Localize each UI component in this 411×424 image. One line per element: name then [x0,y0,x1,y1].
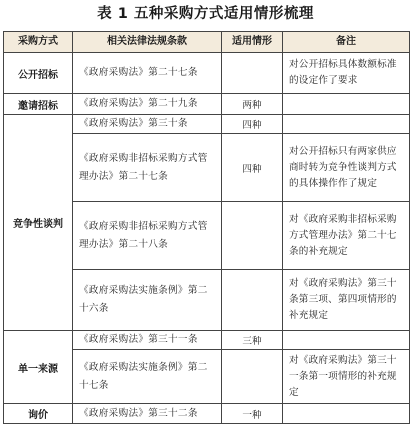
header-method: 采购方式 [4,32,73,53]
law-cell: 《政府采购法》第二十九条 [73,94,222,115]
note-cell: 对《政府采购法》第三十一条第一项情形的补充规定 [283,350,410,404]
table-row [4,404,410,424]
note-cell: 对公开招标只有两家供应商时转为竞争性谈判方式的具体操作作了规定 [283,134,410,202]
law-cell: 《政府采购法》第三十二条 [73,404,222,424]
table-title: 表 1 五种采购方式适用情形梳理 [97,6,314,22]
law-cell: 《政府采购非招标采购方式管理办法》第二十八条 [73,202,222,270]
law-cell: 《政府采购法实施条例》第二十六条 [73,270,222,331]
law-cell: 《政府采购法实施条例》第二十七条 [73,350,222,404]
scenario-cell [222,350,283,404]
scenario-cell: 四种 [222,134,283,202]
header-scenario: 适用情形 [222,32,283,53]
header-note: 备注 [283,32,410,53]
method-public-tender: 公开招标 [4,53,73,94]
scenario-cell: 三种 [222,331,283,350]
note-cell: 对公开招标具体数额标准的设定作了要求 [283,53,410,94]
scenario-cell: 两种 [222,94,283,115]
note-cell [283,331,410,350]
table-row [4,115,410,134]
scenario-cell [222,53,283,94]
law-cell: 《政府采购非招标采购方式管理办法》第二十七条 [73,134,222,202]
law-cell: 《政府采购法》第二十七条 [73,53,222,94]
law-cell: 《政府采购法》第三十一条 [73,331,222,350]
table-row [4,94,410,115]
table-row [4,331,410,350]
procurement-methods-table [3,31,410,424]
method-invited-tender: 邀请招标 [4,94,73,115]
scenario-cell: 一种 [222,404,283,424]
scenario-cell: 四种 [222,115,283,134]
note-cell [283,404,410,424]
note-cell [283,94,410,115]
scenario-cell [222,270,283,331]
table-header-row [4,32,410,53]
note-cell: 对《政府采购法》第三十条第三项、第四项情形的补充规定 [283,270,410,331]
method-competitive-negotiation: 竞争性谈判 [4,115,73,331]
table-row [4,53,410,94]
scenario-cell [222,202,283,270]
note-cell: 对《政府采购非招标采购方式管理办法》第二十七条的补充规定 [283,202,410,270]
method-inquiry: 询价 [4,404,73,424]
law-cell: 《政府采购法》第三十条 [73,115,222,134]
header-law: 相关法律法规条款 [73,32,222,53]
method-single-source: 单一来源 [4,331,73,404]
note-cell [283,115,410,134]
